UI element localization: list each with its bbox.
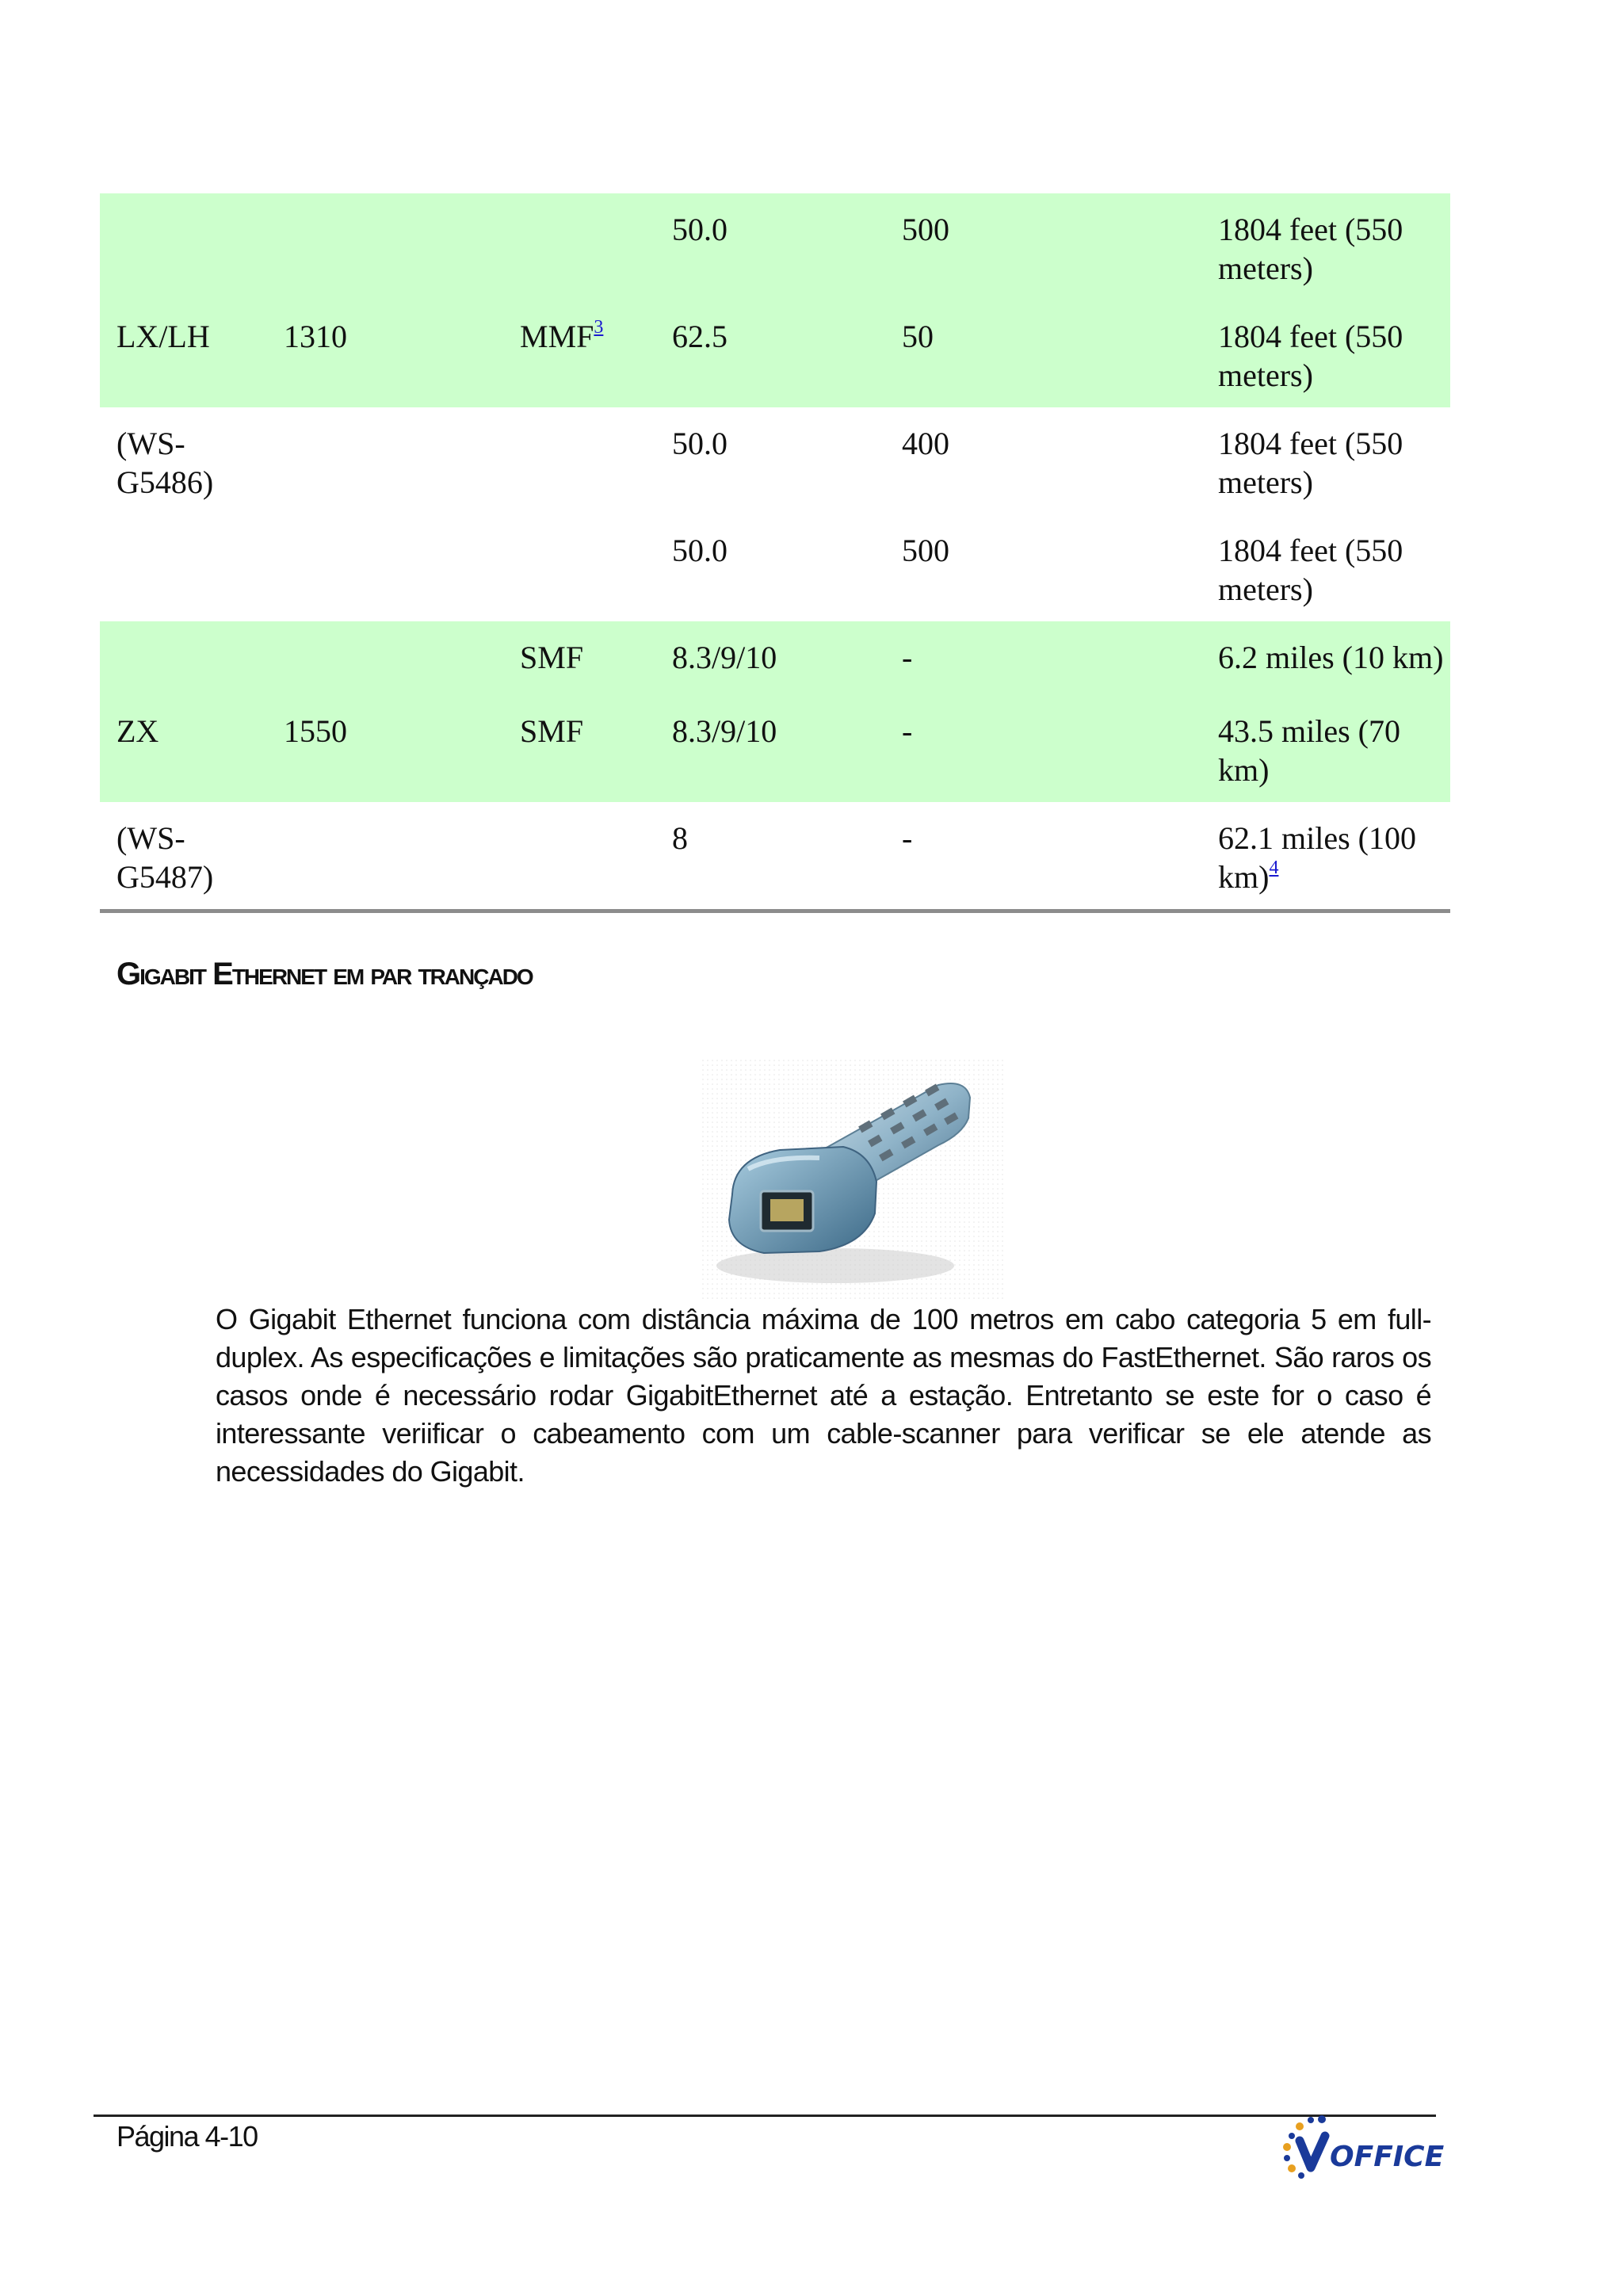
table-cell: [1201, 621, 1450, 695]
cell-text: 500: [902, 533, 949, 568]
table-cell: [503, 514, 655, 621]
table-row: [100, 695, 1450, 802]
cell-text: 8.3/9/10: [672, 713, 777, 749]
table-row: [100, 621, 1450, 695]
cell-text: 8: [672, 820, 688, 856]
table-cell: [503, 621, 655, 695]
table-row: [100, 802, 1450, 911]
specifications-table: [100, 193, 1450, 913]
cell-text: 1550: [284, 713, 347, 749]
table-cell: [100, 802, 267, 911]
gbic-transceiver-image: [701, 1058, 1006, 1299]
section-heading: Gigabit Ethernet em par trançado: [116, 957, 533, 991]
page-number: Página 4-10: [116, 2120, 258, 2153]
cell-text: 1310: [284, 319, 347, 354]
cell-text: (WS-G5486): [116, 426, 214, 500]
table-cell: [1201, 514, 1450, 621]
table-cell: [655, 802, 885, 911]
table-cell: [1201, 300, 1450, 407]
table-cell: [885, 193, 1201, 300]
cell-text: 6.2 miles (10 km): [1218, 640, 1444, 675]
table-cell: [503, 300, 655, 407]
cell-text: SMF: [520, 713, 584, 749]
table-cell: [267, 193, 503, 300]
table-cell: [1201, 695, 1450, 802]
table-row: [100, 407, 1450, 514]
table-cell: [503, 695, 655, 802]
footer-rule: [94, 2115, 1436, 2117]
table-cell: [267, 300, 503, 407]
table-cell: [1201, 193, 1450, 300]
table-cell: [1201, 407, 1450, 514]
table-cell: [503, 407, 655, 514]
cell-text: 62.1 miles (100 km): [1218, 820, 1416, 895]
cell-text: 1804 feet (550 meters): [1218, 533, 1403, 607]
cell-text: 400: [902, 426, 949, 461]
table-cell: [100, 300, 267, 407]
v-office-logo: [1276, 2112, 1446, 2191]
table-cell: [655, 300, 885, 407]
cell-text: -: [902, 820, 913, 856]
table-cell: [885, 300, 1201, 407]
table-cell: [655, 695, 885, 802]
table-cell: [885, 407, 1201, 514]
cell-text: ZX: [116, 713, 159, 749]
table-cell: [885, 695, 1201, 802]
cell-text: SMF: [520, 640, 584, 675]
cell-text: 1804 feet (550 meters): [1218, 426, 1403, 500]
table-cell: [100, 621, 267, 695]
table-row: [100, 514, 1450, 621]
table-cell: [885, 802, 1201, 911]
table-cell: [655, 193, 885, 300]
cell-text: 1804 feet (550 meters): [1218, 319, 1403, 393]
table-cell: [885, 514, 1201, 621]
table-cell: [100, 407, 267, 514]
table-cell: [100, 193, 267, 300]
cell-text: -: [902, 640, 913, 675]
cell-text: 50.0: [672, 212, 727, 247]
footnote-link[interactable]: 4: [1269, 858, 1279, 878]
body-paragraph: O Gigabit Ethernet funciona com distância máxima de 100 metros em cabo categoria 5 em full-duplex. As especificações e limitações são praticamente as mesmas do FastEthernet. São raros os casos onde é necessário rodar GigabitEthernet até a estação. Entretanto se este for o caso é interessante veriificar o cabeamento com um cable-scanner para verificar se ele atende as necessidades do Gigabit.: [216, 1303, 1431, 1488]
cell-text: 50.0: [672, 426, 727, 461]
cell-text: -: [902, 713, 913, 749]
cell-text: 50.0: [672, 533, 727, 568]
table-cell: [100, 695, 267, 802]
cell-text: (WS-G5487): [116, 820, 214, 895]
table-cell: [503, 193, 655, 300]
table-cell: [267, 802, 503, 911]
cell-text: MMF: [520, 319, 594, 354]
table-cell: [655, 621, 885, 695]
table-cell: [267, 621, 503, 695]
cell-text: 50: [902, 319, 934, 354]
footnote-link[interactable]: 3: [594, 317, 604, 338]
cell-text: 43.5 miles (70 km): [1218, 713, 1400, 788]
table-cell: [655, 407, 885, 514]
cell-text: 1804 feet (550 meters): [1218, 212, 1403, 286]
table-cell: [267, 695, 503, 802]
specifications-table-body: [100, 193, 1450, 911]
table-cell: [267, 514, 503, 621]
table-cell: [503, 802, 655, 911]
table-cell: [267, 407, 503, 514]
cell-text: 62.5: [672, 319, 727, 354]
table-row: [100, 193, 1450, 300]
table-row: [100, 300, 1450, 407]
table-cell: [100, 514, 267, 621]
table-cell: [655, 514, 885, 621]
cell-text: LX/LH: [116, 319, 210, 354]
logo-text: OFFICE: [1330, 2141, 1445, 2173]
table-cell: [1201, 802, 1450, 911]
cell-text: 8.3/9/10: [672, 640, 777, 675]
table-cell: [885, 621, 1201, 695]
cell-text: 500: [902, 212, 949, 247]
